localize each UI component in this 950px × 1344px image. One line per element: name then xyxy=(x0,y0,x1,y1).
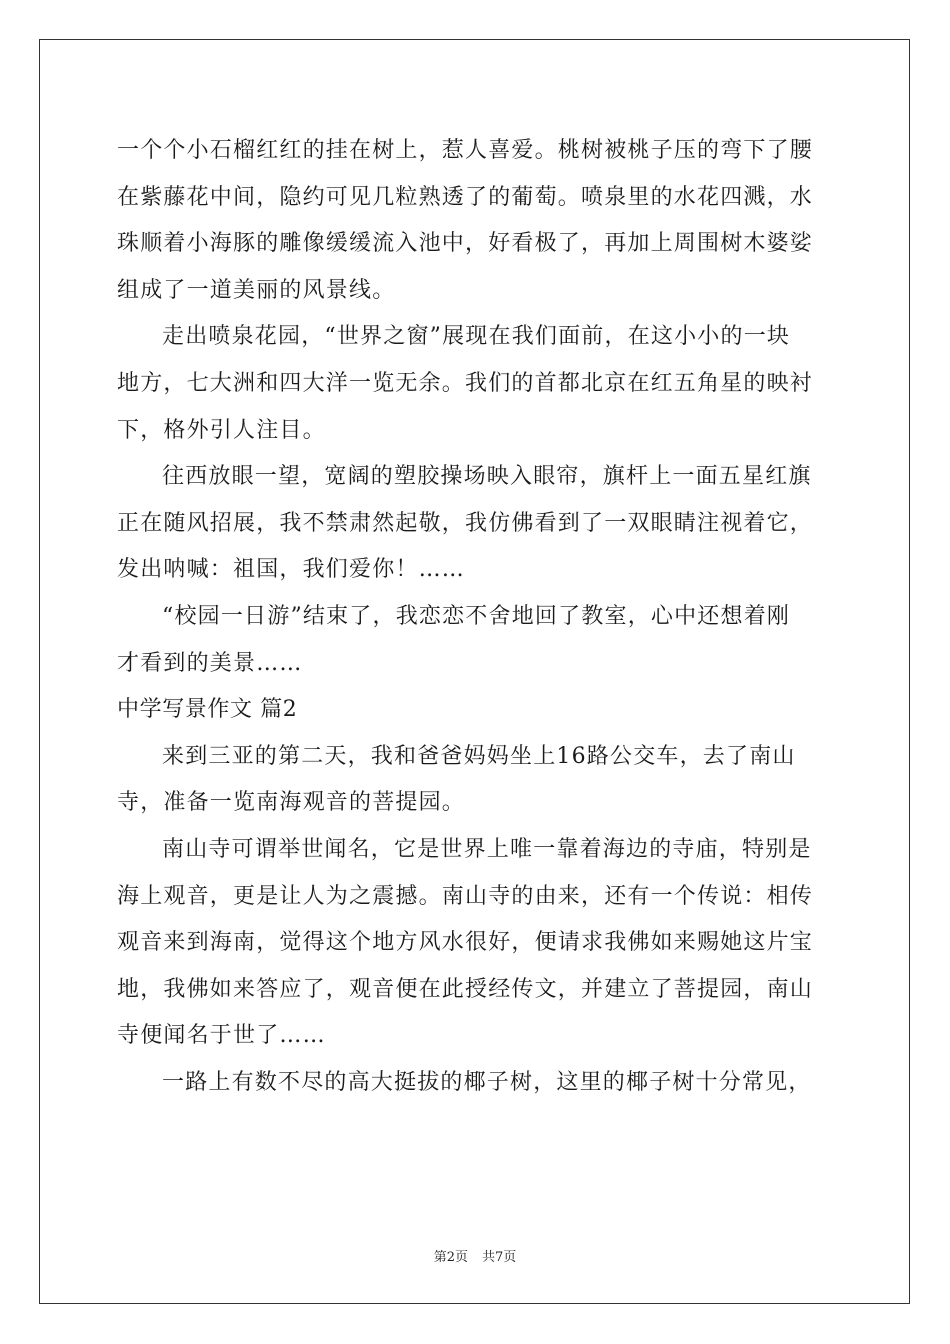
text-line: 组成了一道美丽的风景线。 xyxy=(117,277,396,303)
text-line: 寺便闻名于世了…… xyxy=(117,1023,326,1049)
paragraph-first-line: 南山寺可谓举世闻名，它是世界上唯一靠着海边的寺庙，特别是 xyxy=(162,836,812,862)
text-line: 在紫藤花中间，隐约可见几粒熟透了的葡萄。喷泉里的水花四溅，水 xyxy=(117,184,814,210)
paragraph-first-line: 往西放眼一望，宽阔的塑胶操场映入眼帘，旗杆上一面五星红旗 xyxy=(162,464,812,490)
text-line: 地，我佛如来答应了，观音便在此授经传文，并建立了菩提园，南山 xyxy=(117,976,814,1002)
paragraph-first-line: 一路上有数不尽的高大挺拔的椰子树，这里的椰子树十分常见， xyxy=(162,1069,812,1095)
paragraph-first-line: “校园一日游”结束了，我恋恋不舍地回了教室，心中还想着刚 xyxy=(162,603,791,629)
document-body xyxy=(117,128,837,1106)
text-line: 一个个小石榴红红的挂在树上，惹人喜爱。桃树被桃子压的弯下了腰 xyxy=(117,138,814,163)
text-line: 才看到的美景…… xyxy=(117,650,303,676)
paragraph-first-line: 走出喷泉花园，“世界之窗”展现在我们面前，在这小小的一块 xyxy=(162,324,791,350)
text-line: 正在随风招展，我不禁肃然起敬，我仿佛看到了一双眼睛注视着它， xyxy=(117,510,814,536)
page-number: 第2页 xyxy=(433,1250,468,1265)
text-line: 海上观音，更是让人为之震撼。南山寺的由来，还有一个传说：相传 xyxy=(117,883,814,909)
page-footer xyxy=(0,1246,950,1265)
total-pages: 共7页 xyxy=(482,1250,517,1265)
text-line: 寺，准备一览南海观音的菩提园。 xyxy=(117,790,466,816)
section-heading: 中学写景作文 篇2 xyxy=(117,697,298,723)
text-line: 下，格外引人注目。 xyxy=(117,417,326,443)
text-line: 地方，七大洲和四大洋一览无余。我们的首都北京在红五角星的映衬 xyxy=(117,370,814,396)
text-line: 发出呐喊：祖国，我们爱你！…… xyxy=(117,557,466,583)
text-line: 观音来到海南，觉得这个地方风水很好，便请求我佛如来赐她这片宝 xyxy=(117,930,814,956)
text-line: 珠顺着小海豚的雕像缓缓流入池中，好看极了，再加上周围树木婆娑 xyxy=(117,231,814,257)
paragraph-first-line: 来到三亚的第二天，我和爸爸妈妈坐上16路公交车，去了南山 xyxy=(162,743,796,769)
